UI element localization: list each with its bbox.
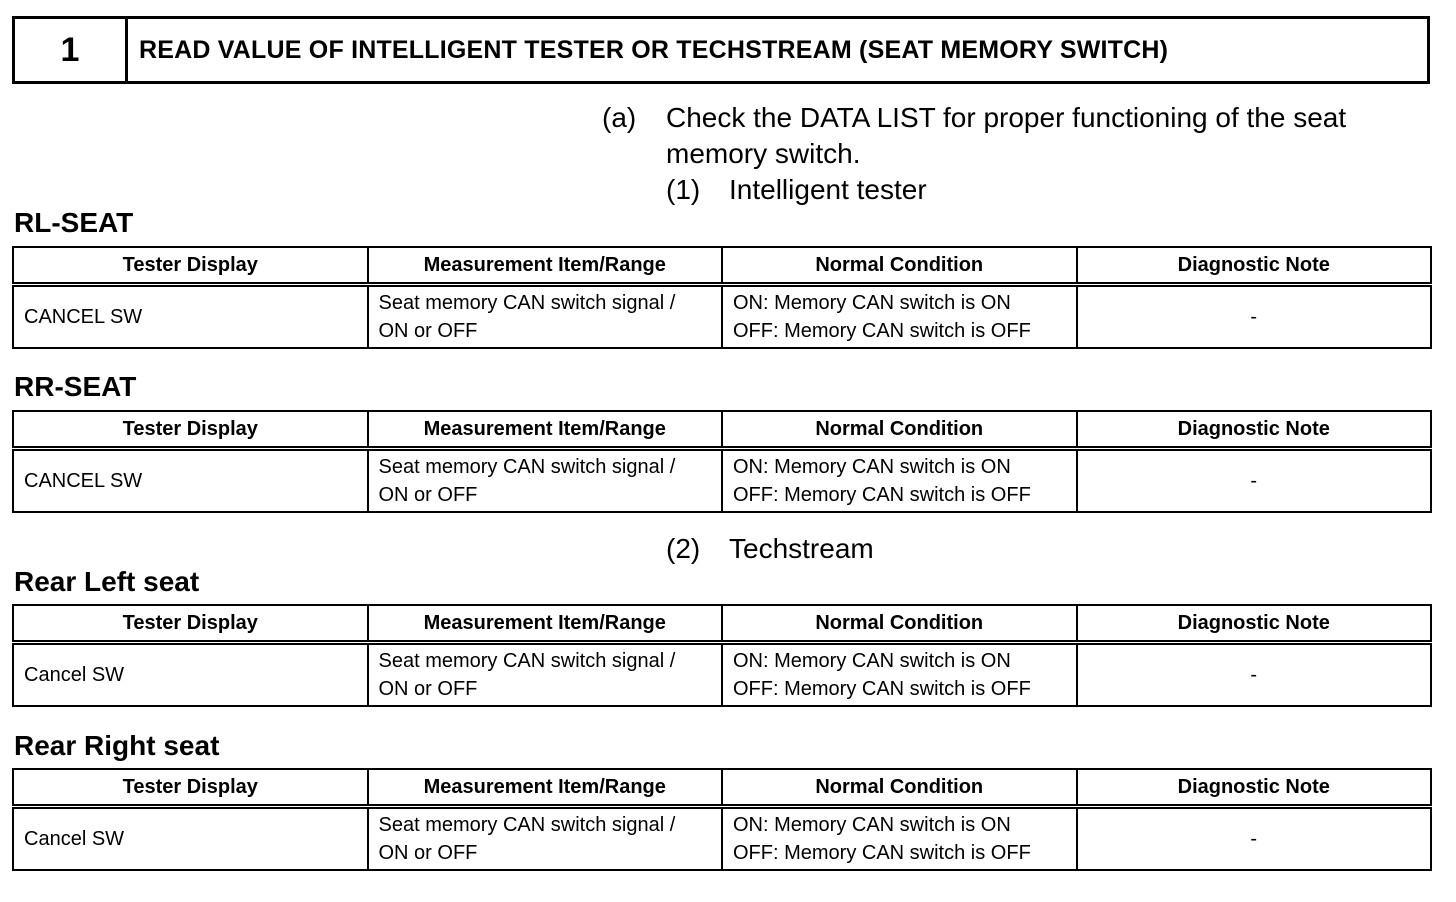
table-header-row — [13, 769, 1431, 807]
data-list-table-rear-right-seat — [12, 768, 1432, 871]
header-diagnostic-note: Diagnostic Note — [1077, 411, 1432, 449]
header-diagnostic-note: Diagnostic Note — [1077, 605, 1432, 643]
section-title-rear-right-seat: Rear Right seat — [14, 730, 220, 761]
condition-line: ON: Memory CAN switch is ON — [733, 650, 1011, 672]
cell-diagnostic-note: - — [1077, 807, 1432, 871]
range-line: Seat memory CAN switch signal / — [378, 292, 676, 314]
table-row — [13, 285, 1431, 349]
header-normal-condition: Normal Condition — [722, 411, 1077, 449]
section-title-rl-seat: RL-SEAT — [14, 207, 134, 238]
condition-line: OFF: Memory CAN switch is OFF — [733, 320, 1031, 342]
range-line: Seat memory CAN switch signal / — [378, 650, 676, 672]
table-header-row — [13, 605, 1431, 643]
cell-measurement-item — [368, 285, 723, 349]
header-normal-condition: Normal Condition — [722, 769, 1077, 807]
header-measurement-item: Measurement Item/Range — [368, 605, 723, 643]
condition-line: ON: Memory CAN switch is ON — [733, 814, 1011, 836]
cell-diagnostic-note: - — [1077, 643, 1432, 707]
header-tester-display: Tester Display — [13, 411, 368, 449]
cell-tester-display: CANCEL SW — [13, 449, 368, 513]
condition-line: ON: Memory CAN switch is ON — [733, 456, 1011, 478]
cell-measurement-item — [368, 807, 723, 871]
section-title-rear-left-seat: Rear Left seat — [14, 566, 200, 597]
range-line: ON or OFF — [378, 842, 478, 864]
cell-normal-condition — [722, 449, 1077, 513]
condition-line: ON: Memory CAN switch is ON — [733, 292, 1011, 314]
condition-line: OFF: Memory CAN switch is OFF — [733, 484, 1031, 506]
header-measurement-item: Measurement Item/Range — [368, 769, 723, 807]
condition-line: OFF: Memory CAN switch is OFF — [733, 678, 1031, 700]
instruction-a-line2: memory switch. — [666, 138, 861, 169]
cell-tester-display: Cancel SW — [13, 807, 368, 871]
table-row — [13, 449, 1431, 513]
cell-normal-condition — [722, 285, 1077, 349]
cell-normal-condition — [722, 643, 1077, 707]
range-line: ON or OFF — [378, 484, 478, 506]
condition-line: OFF: Memory CAN switch is OFF — [733, 842, 1031, 864]
table-header-row — [13, 411, 1431, 449]
section-title-rr-seat: RR-SEAT — [14, 371, 137, 402]
table-row — [13, 807, 1431, 871]
header-diagnostic-note: Diagnostic Note — [1077, 247, 1432, 285]
instruction-2-text: Techstream — [729, 533, 874, 564]
table-header-row — [13, 247, 1431, 285]
cell-measurement-item — [368, 449, 723, 513]
header-tester-display: Tester Display — [13, 247, 368, 285]
range-line: ON or OFF — [378, 320, 478, 342]
range-line: Seat memory CAN switch signal / — [378, 456, 676, 478]
cell-diagnostic-note: - — [1077, 449, 1432, 513]
instruction-a-label: (a) — [602, 102, 637, 133]
instruction-1-text: Intelligent tester — [729, 174, 927, 205]
instruction-a-line1: Check the DATA LIST for proper functioning of the seat — [666, 102, 1347, 133]
table-row — [13, 643, 1431, 707]
cell-normal-condition — [722, 807, 1077, 871]
header-diagnostic-note: Diagnostic Note — [1077, 769, 1432, 807]
data-list-table-rear-left-seat — [12, 604, 1432, 707]
header-tester-display: Tester Display — [13, 769, 368, 807]
header-normal-condition: Normal Condition — [722, 605, 1077, 643]
range-line: Seat memory CAN switch signal / — [378, 814, 676, 836]
header-normal-condition: Normal Condition — [722, 247, 1077, 285]
range-line: ON or OFF — [378, 678, 478, 700]
instruction-1-label: (1) — [666, 174, 701, 205]
step-number: 1 — [15, 19, 128, 81]
instruction-2-label: (2) — [666, 533, 701, 564]
data-list-table-rl-seat — [12, 246, 1432, 349]
cell-diagnostic-note: - — [1077, 285, 1432, 349]
cell-measurement-item — [368, 643, 723, 707]
step-header — [12, 16, 1430, 84]
step-title: READ VALUE OF INTELLIGENT TESTER OR TECHSTREAM (SEAT MEMORY SWITCH) — [139, 35, 1169, 64]
cell-tester-display: CANCEL SW — [13, 285, 368, 349]
header-measurement-item: Measurement Item/Range — [368, 411, 723, 449]
header-tester-display: Tester Display — [13, 605, 368, 643]
cell-tester-display: Cancel SW — [13, 643, 368, 707]
header-measurement-item: Measurement Item/Range — [368, 247, 723, 285]
data-list-table-rr-seat — [12, 410, 1432, 513]
